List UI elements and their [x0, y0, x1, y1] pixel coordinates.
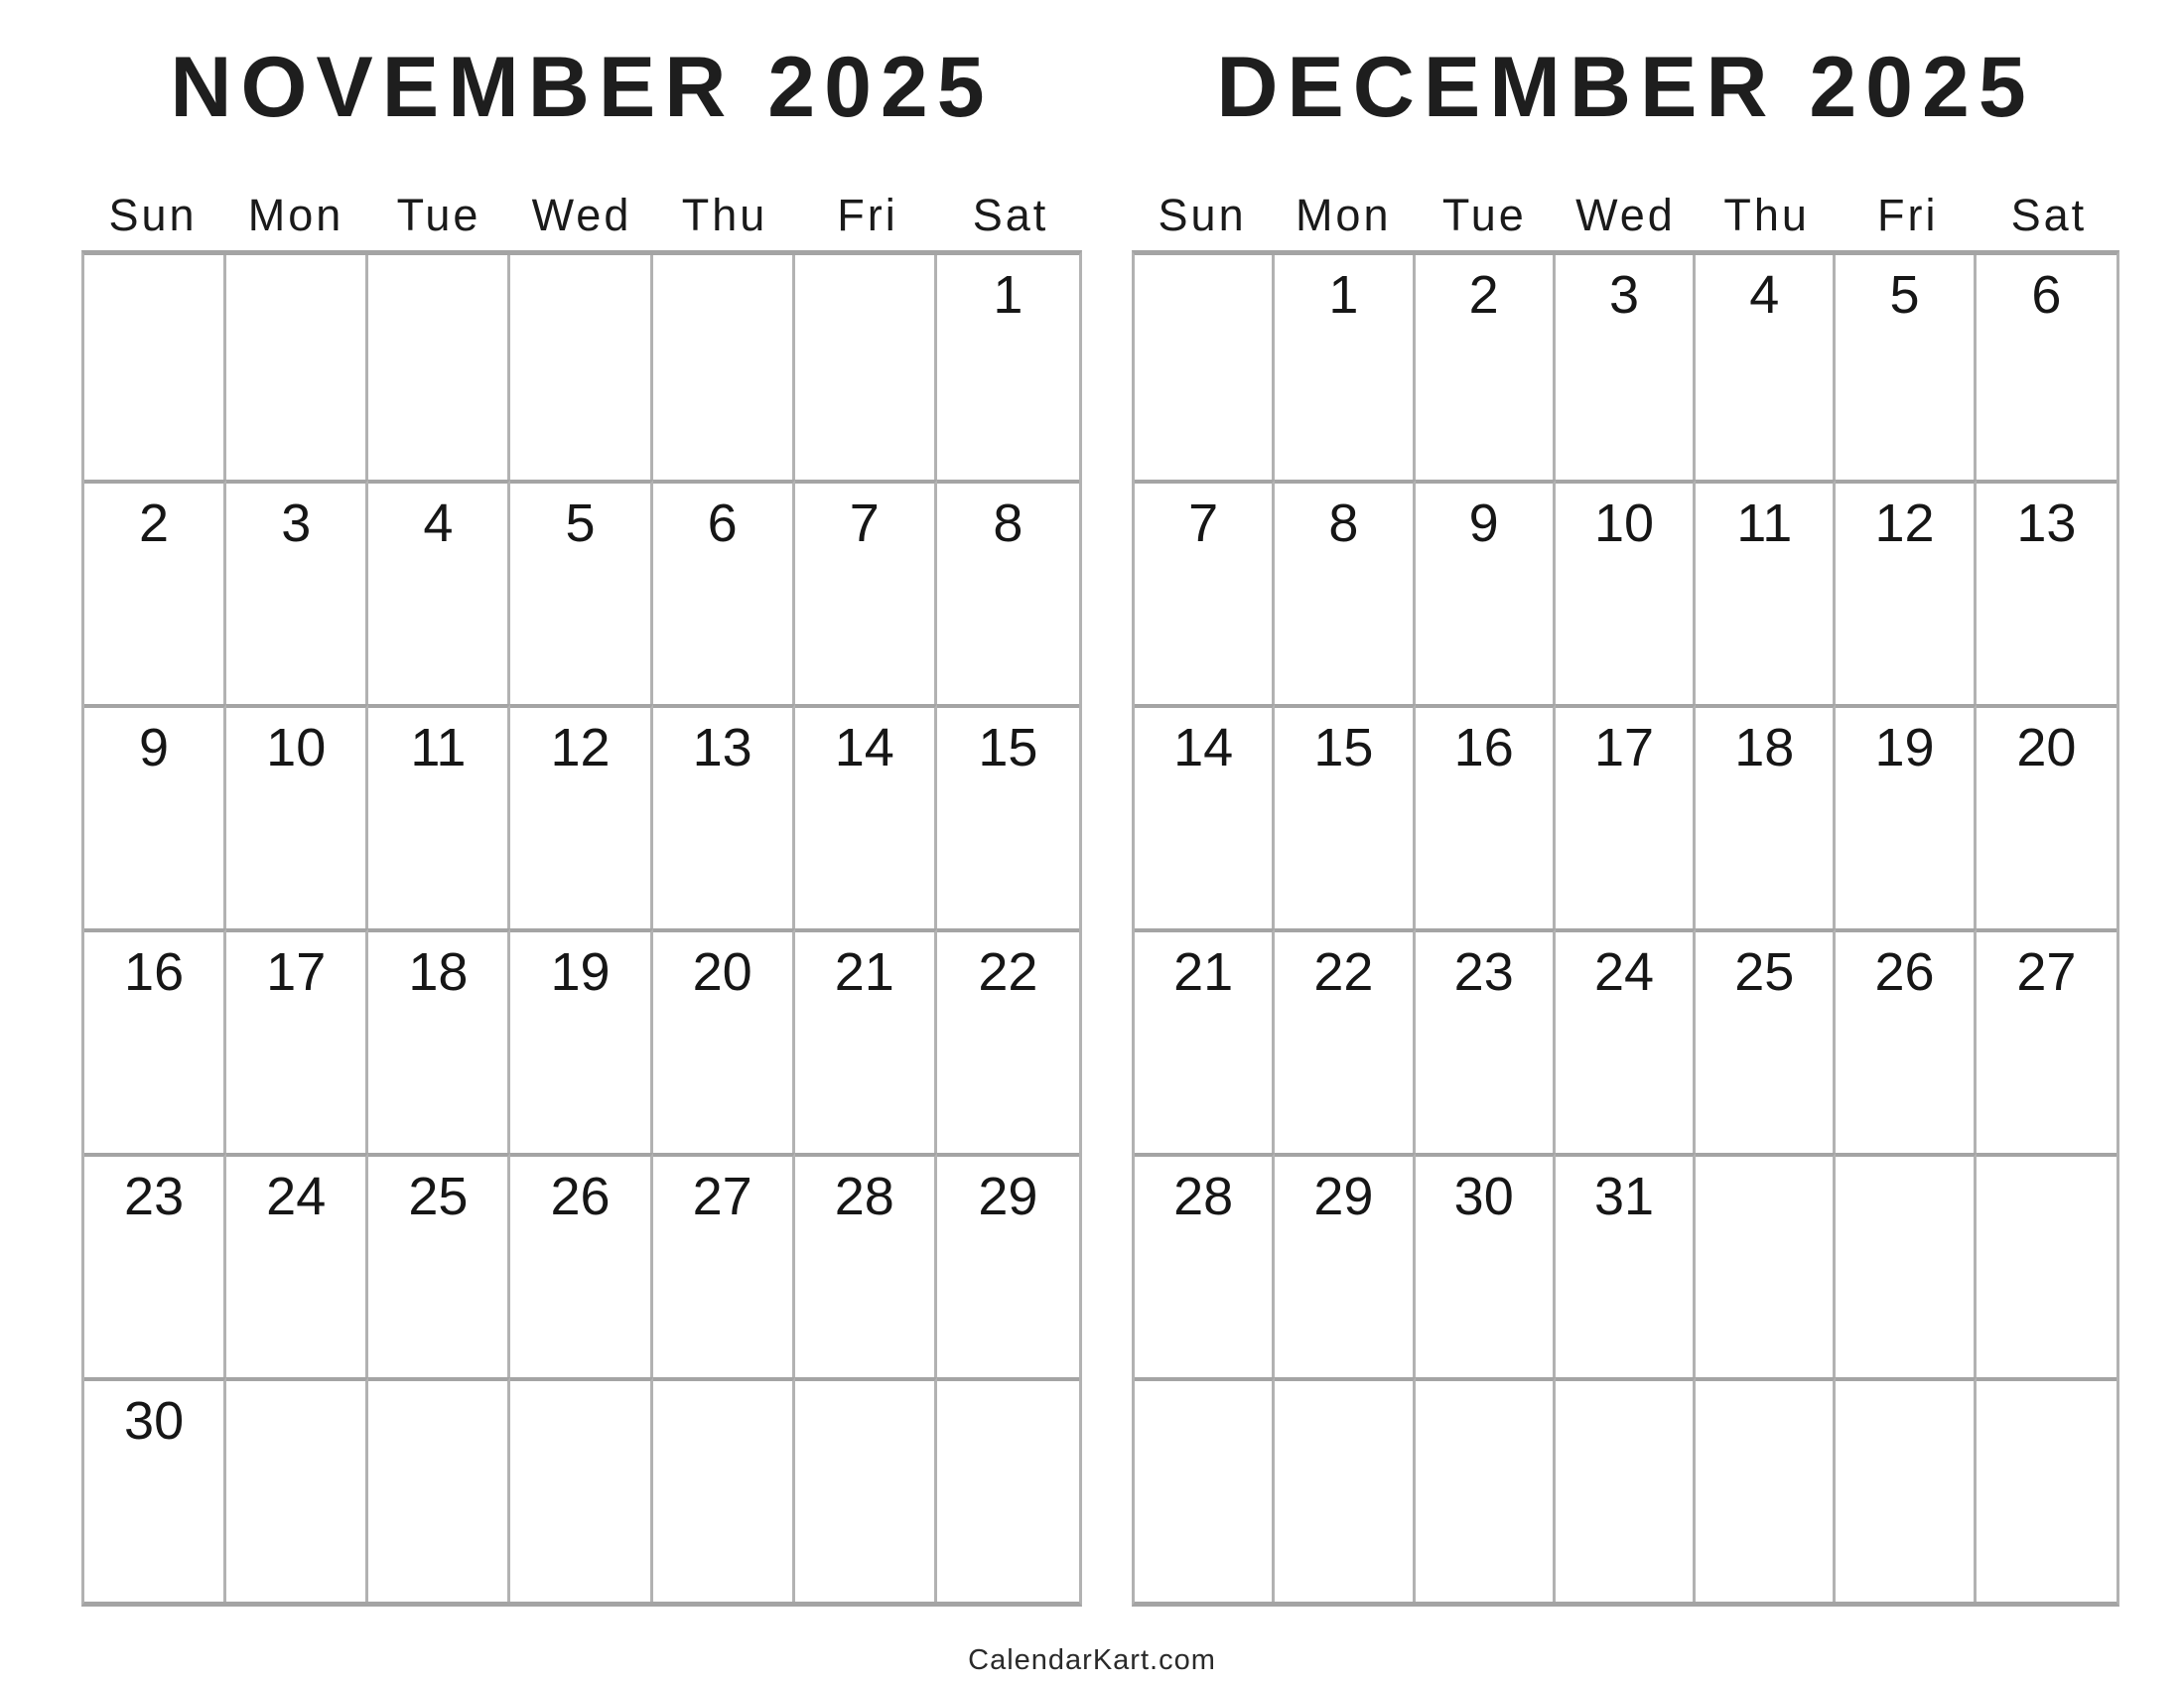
day-cell: 27 [653, 1153, 795, 1377]
month-title-december: DECEMBER 2025 [1216, 40, 2035, 135]
day-cell [510, 255, 652, 480]
day-cell [1135, 255, 1275, 480]
day-cell: 15 [1275, 704, 1415, 928]
day-cell [1977, 1377, 2116, 1602]
day-cell: 25 [1696, 928, 1836, 1153]
day-cell [1977, 1153, 2116, 1377]
day-cell: 10 [226, 704, 368, 928]
day-cell [226, 255, 368, 480]
day-cell: 26 [510, 1153, 652, 1377]
day-cell: 20 [653, 928, 795, 1153]
weekday-label: Wed [531, 190, 632, 240]
day-cell: 4 [1696, 255, 1836, 480]
day-cell: 13 [653, 704, 795, 928]
day-cell: 21 [1135, 928, 1275, 1153]
day-cell: 5 [510, 480, 652, 704]
day-cell [795, 255, 937, 480]
day-cell: 12 [510, 704, 652, 928]
day-cell: 19 [510, 928, 652, 1153]
day-cell: 25 [368, 1153, 510, 1377]
weekday-label: Mon [1295, 190, 1392, 240]
day-cell [653, 1377, 795, 1602]
day-cell [1275, 1377, 1415, 1602]
day-cell [1836, 1153, 1976, 1377]
weekday-label: Tue [396, 190, 481, 240]
day-cell [1556, 1377, 1696, 1602]
weekday-label: Wed [1575, 190, 1676, 240]
day-cell [1696, 1153, 1836, 1377]
weekday-label: Thu [1723, 190, 1810, 240]
footer-branding: CalendarKart.com [968, 1644, 1216, 1676]
day-cell [510, 1377, 652, 1602]
day-cell: 24 [226, 1153, 368, 1377]
day-cell [368, 1377, 510, 1602]
calendar-december [1132, 0, 2119, 1688]
day-cell: 3 [226, 480, 368, 704]
day-cell: 30 [1416, 1153, 1556, 1377]
calendar-november [81, 0, 1082, 1688]
day-cell: 6 [653, 480, 795, 704]
day-cell: 31 [1556, 1153, 1696, 1377]
day-cell [226, 1377, 368, 1602]
day-cell: 3 [1556, 255, 1696, 480]
month-grid-november [81, 250, 1082, 1607]
day-cell: 18 [1696, 704, 1836, 928]
weekday-label: Sat [972, 190, 1049, 240]
day-cell: 29 [1275, 1153, 1415, 1377]
weekday-label: Sat [2010, 190, 2088, 240]
day-cell: 14 [1135, 704, 1275, 928]
day-cell [653, 255, 795, 480]
weekday-label: Fri [837, 190, 898, 240]
weekday-header-row [1132, 189, 2119, 242]
day-cell: 18 [368, 928, 510, 1153]
day-cell: 21 [795, 928, 937, 1153]
day-cell: 14 [795, 704, 937, 928]
day-cell: 8 [1275, 480, 1415, 704]
day-cell: 9 [1416, 480, 1556, 704]
day-cell: 17 [1556, 704, 1696, 928]
weekday-label: Thu [681, 190, 768, 240]
day-cell [368, 255, 510, 480]
day-cell: 17 [226, 928, 368, 1153]
day-cell: 10 [1556, 480, 1696, 704]
day-cell: 6 [1977, 255, 2116, 480]
day-cell: 5 [1836, 255, 1976, 480]
day-cell: 22 [1275, 928, 1415, 1153]
day-cell: 4 [368, 480, 510, 704]
day-cell: 28 [795, 1153, 937, 1377]
weekday-label: Tue [1441, 190, 1527, 240]
day-cell: 9 [84, 704, 226, 928]
day-cell: 7 [1135, 480, 1275, 704]
weekday-label: Sun [108, 190, 198, 240]
day-cell [84, 255, 226, 480]
day-cell: 29 [937, 1153, 1079, 1377]
day-cell: 16 [1416, 704, 1556, 928]
day-cell: 1 [937, 255, 1079, 480]
day-cell: 11 [1696, 480, 1836, 704]
day-cell: 13 [1977, 480, 2116, 704]
day-cell [937, 1377, 1079, 1602]
day-cell: 30 [84, 1377, 226, 1602]
day-cell: 28 [1135, 1153, 1275, 1377]
day-cell: 15 [937, 704, 1079, 928]
day-cell [1135, 1377, 1275, 1602]
day-cell [1696, 1377, 1836, 1602]
day-cell: 22 [937, 928, 1079, 1153]
day-cell [1416, 1377, 1556, 1602]
day-cell [795, 1377, 937, 1602]
day-cell: 19 [1836, 704, 1976, 928]
weekday-header-row [81, 189, 1082, 242]
day-cell: 1 [1275, 255, 1415, 480]
day-cell: 20 [1977, 704, 2116, 928]
month-title-november: NOVEMBER 2025 [170, 40, 994, 135]
day-cell: 16 [84, 928, 226, 1153]
day-cell: 8 [937, 480, 1079, 704]
day-cell: 27 [1977, 928, 2116, 1153]
weekday-label: Mon [247, 190, 344, 240]
day-cell: 24 [1556, 928, 1696, 1153]
day-cell: 11 [368, 704, 510, 928]
day-cell: 12 [1836, 480, 1976, 704]
day-cell: 23 [1416, 928, 1556, 1153]
day-cell [1836, 1377, 1976, 1602]
day-cell: 26 [1836, 928, 1976, 1153]
weekday-label: Fri [1877, 190, 1939, 240]
weekday-label: Sun [1158, 190, 1247, 240]
day-cell: 2 [1416, 255, 1556, 480]
month-grid-december [1132, 250, 2119, 1607]
day-cell: 7 [795, 480, 937, 704]
day-cell: 23 [84, 1153, 226, 1377]
day-cell: 2 [84, 480, 226, 704]
